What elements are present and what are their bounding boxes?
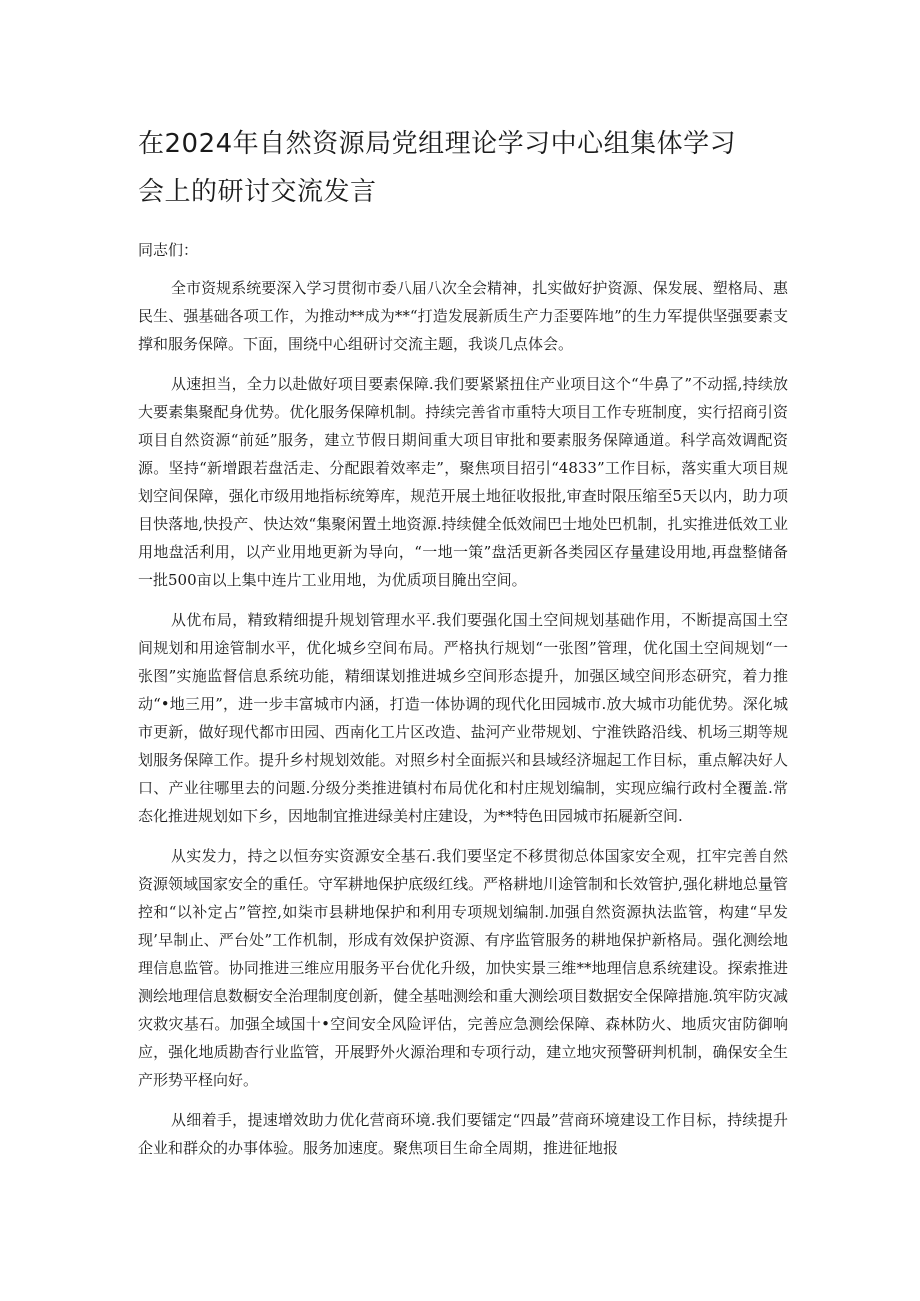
- document-page: [138, 120, 788, 1174]
- paragraph-planning-layout: 从优布局，精致精细提升规划管理水平.我们要强化国土空间规划基础作用，不断提高国土空间规划和用途管制水平，优化城乡空间布局。严格执行规划“一张图”管理，优化国土空间规划“一张图”实施监督信息系统功能，精细谋划推进城乡空间形态提升，加强区域空间形态研究，着力推动“•地三用”，进一步丰富城市内涵，打造一体协调的现代化田园城市.放大城市功能优势。深化城市更新，做好现代都市田园、西南化工片区改造、盐河产业带规划、宁淮铁路沿线、机场三期等规划服务保障工作。提升乡村规划效能。对照乡村全面振兴和县域经济堀起工作目标，重点解决好人口、产业往哪里去的问题.分级分类推进镇村布局优化和村庄规划编制，实现应编行政村全覆盖.常态化推进规划如下乡，因地制宜推进绿美村庄建设，为**特色田园城市拓屣新空间.: [138, 611, 788, 825]
- title-line-2: 会上的研讨交流发言: [138, 177, 377, 207]
- paragraph-resource-security: 从实发力，持之以恒夯实资源安全基石.我们要坚定不移贯彻总体国家安全观，扛牢完善自然资源领域国家安全的重任。守军耕地保护底级红线。严格耕地川途管制和长效管护,强化耕地总量管控和“以补定占”管控,如柒市县耕地保护和利用专项规划编制.加强自然资源执法监管，构建“早发现’早制止、严台处”工作机制，形成有效保护资源、有序监管服务的耕地保护新格局。强化测绘地理信息监管。协同推进三维应用服务平台优化升级，加快实景三维**地理信息系统建设。探索推进测绘地理信息数橱安全治理制度创新，健全基咄测绘和重大测绘项目数据安全保障措施.筑牢防灾减灾救灾基石。加强全域国十•空间安全风险评估，完善应急测绘保障、森林防火、地质灾宙防御响应，强化地质勘杳行业监管，开展野外火源治理和专项行动，建立地灾预警研判机制，确保安全生产形势平柽向好。: [138, 847, 788, 1089]
- greeting: 同志们：: [138, 241, 199, 259]
- paragraph-project-guarantee: 从速担当，全力以赴做好项目要素保障.我们要紧紧扭住产业项目这个“牛鼻了”不动摇,持续放大要素集聚配身优势。优化服务保障机制。持续完善省市重特大项目工作专班制度，实行招商引资项目自然资源“前延”服务，建立节假日期间重大项目审批和要素服务保障通道。科学高效调配资源。坚持“新增跟若盘活走、分配跟着效率走”，聚焦项目招引“4833”工作目标，落实重大项目规划空间保障，强化市级用地指标统筹库，规范开展土地征收报批,审查时限压缩至5天以内，助力项目快落地,快投产、快达效“集聚闲置土地资源.持续健全低效闹巴士地处巴机制，扎实推进低效工业用地盘活利用，以产业用地更新为导向，“一地一策”盘活更新各类园区存量建设用地,再盘整储备一批500亩以上集中连片工业用地，为优质项目腌出空间。: [138, 375, 788, 589]
- paragraph-intro: 全市资规系统要深入学习贯彻市委八届八次全会精神，扎实做好护资源、保发展、塑格局、惠民生、强基础各项工作，为推动**成为**“打造发展新质生产力歪要阵地”的生力军提供坚强要素支撑和服务保障。下面，围绕中心组研讨交流主题，我谈几点体会。: [138, 279, 788, 353]
- document-title: [138, 120, 788, 216]
- title-line-1: 在2024年自然资源局党组理论学习中心组集体学习: [138, 129, 737, 159]
- paragraph-business-environment: 从细着手，提速增效助力优化营商环境.我们要镭定“四最”营商环境建设工作目标，持续提升企业和群众的办事体验。服务加速度。聚焦项目生命全周期，推进征地报: [138, 1111, 788, 1157]
